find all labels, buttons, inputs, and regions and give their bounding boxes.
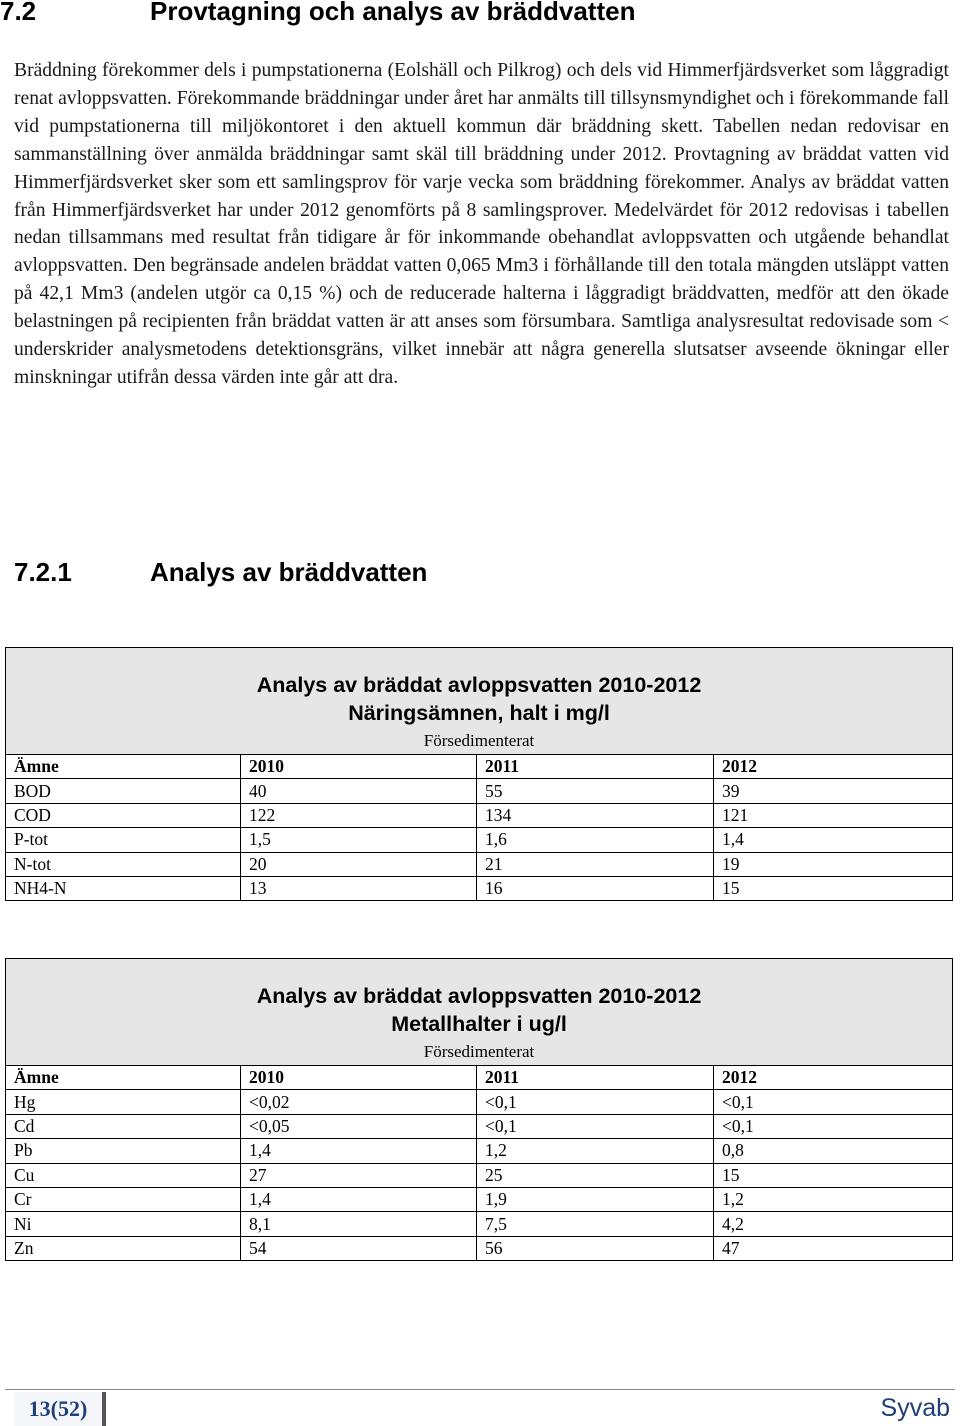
table-cell: Hg: [6, 1090, 241, 1114]
section-title: Provtagning och analys av bräddvatten: [150, 0, 636, 26]
table-row: [6, 1163, 953, 1187]
table-cell: 8,1: [241, 1212, 477, 1236]
metals-table: [5, 958, 953, 1261]
page-number: 13(52): [14, 1392, 106, 1426]
section-number: 7.2: [0, 0, 37, 26]
table-cell: <0,1: [714, 1090, 953, 1114]
footer-divider: [5, 1389, 955, 1390]
column-header-row: [6, 1066, 953, 1090]
table-cell: 25: [477, 1163, 714, 1187]
column-header: 2012: [714, 755, 953, 779]
table-cell: 1,9: [477, 1187, 714, 1211]
table-title-cell: [6, 648, 953, 755]
table-row: [6, 1090, 953, 1114]
column-header: 2012: [714, 1066, 953, 1090]
table-row: [6, 1114, 953, 1138]
table-cell: <0,1: [477, 1090, 714, 1114]
table-row: [6, 1236, 953, 1260]
table-row: [6, 1139, 953, 1163]
table-cell: Cr: [6, 1187, 241, 1211]
table-cell: Cu: [6, 1163, 241, 1187]
table-cell: 20: [241, 852, 477, 876]
table-cell: 39: [714, 779, 953, 803]
table-cell: 1,4: [714, 828, 953, 852]
table-cell: 1,2: [714, 1187, 953, 1211]
table-cell: 1,4: [241, 1139, 477, 1163]
table-cell: 134: [477, 803, 714, 827]
table-cell: 56: [477, 1236, 714, 1260]
table-cell: 21: [477, 852, 714, 876]
body-paragraph: Bräddning förekommer dels i pumpstationerna (Eolshäll och Pilkrog) och dels vid Himmerfjärdsverket som låggradigt renat avloppsvatten. Förekommande bräddningar under året har anmälts till tillsynsmyndighet och i förekommande fall vid pumpstationerna till miljökontoret i den aktuell kommun där bräddning skett. Tabellen nedan redovisar en sammanställning över anmälda bräddningar samt skäl till bräddning under 2012. Provtagning av bräddat vatten vid Himmerfjärdsverket sker som ett samlingsprov för varje vecka som bräddning förekommer. Analys av bräddat vatten från Himmerfjärdsverket har under 2012 genomförts på 8 samlingsprover. Medelvärdet för 2012 redovisas i tabellen nedan tillsammans med resultat från tidigare år för inkommande obehandlat avloppsvatten och utgående behandlat avloppsvatten. Den begränsade andelen bräddat vatten 0,065 Mm3 i förhållande till den totala mängden utsläppt vatten på 42,1 Mm3 (andelen utgör ca 0,15 %) och de reducerade halterna i låggradigt bräddvatten, medför att den ökade belastningen på recipienten från bräddat vatten är att anses som försumbara. Samtliga analysresultat redovisade som < underskrider analysmetodens detektionsgräns, vilket innebär att några generella slutsatser avseende ökningar eller minskningar utifrån dessa värden inte går att dra.: [14, 60, 949, 388]
table-header-row: [6, 959, 953, 1066]
table-cell: 0,8: [714, 1139, 953, 1163]
column-header: 2011: [477, 755, 714, 779]
table-cell: Pb: [6, 1139, 241, 1163]
nutrients-table: [5, 647, 953, 901]
table-cell: 47: [714, 1236, 953, 1260]
table-cell: 1,4: [241, 1187, 477, 1211]
subsection-heading: [14, 554, 427, 590]
table-cell: N-tot: [6, 852, 241, 876]
table-cell: P-tot: [6, 828, 241, 852]
table-cell: Zn: [6, 1236, 241, 1260]
table-cell: COD: [6, 803, 241, 827]
table-cell: 13: [241, 876, 477, 900]
table-cell: 1,2: [477, 1139, 714, 1163]
table-cell: 7,5: [477, 1212, 714, 1236]
column-header: 2010: [241, 755, 477, 779]
table-cell: 121: [714, 803, 953, 827]
table-cell: 54: [241, 1236, 477, 1260]
table-cell: 122: [241, 803, 477, 827]
column-header: 2011: [477, 1066, 714, 1090]
table-cell: 16: [477, 876, 714, 900]
table-cell: 4,2: [714, 1212, 953, 1236]
column-header-row: [6, 755, 953, 779]
table-cell: 1,6: [477, 828, 714, 852]
table-cell: <0,1: [477, 1114, 714, 1138]
table-row: [6, 803, 953, 827]
table-cell: 19: [714, 852, 953, 876]
table-subtitle: Metallhalter i ug/l: [391, 1012, 567, 1036]
table-header-row: [6, 648, 953, 755]
table-row: [6, 1187, 953, 1211]
table-row: [6, 828, 953, 852]
table-row: [6, 1212, 953, 1236]
table-note: Försedimenterat: [423, 1042, 535, 1061]
table-row: [6, 876, 953, 900]
section-heading: [0, 0, 635, 28]
company-name: Syvab: [880, 1394, 950, 1422]
table-row: [6, 779, 953, 803]
table-cell: <0,05: [241, 1114, 477, 1138]
column-header: 2010: [241, 1066, 477, 1090]
table-subtitle: Näringsämnen, halt i mg/l: [348, 701, 610, 725]
table-row: [6, 852, 953, 876]
subsection-number: 7.2.1: [14, 557, 72, 587]
table-title-cell: [6, 959, 953, 1066]
table-cell: NH4-N: [6, 876, 241, 900]
table-cell: Cd: [6, 1114, 241, 1138]
table-cell: <0,1: [714, 1114, 953, 1138]
table-title: Analys av bräddat avloppsvatten 2010-2012: [256, 673, 702, 697]
table-cell: BOD: [6, 779, 241, 803]
table-cell: Ni: [6, 1212, 241, 1236]
table-cell: <0,02: [241, 1090, 477, 1114]
subsection-title: Analys av bräddvatten: [150, 557, 428, 587]
table-cell: 15: [714, 876, 953, 900]
column-header: Ämne: [6, 1066, 241, 1090]
table-title: Analys av bräddat avloppsvatten 2010-2012: [256, 984, 702, 1008]
table-note: Försedimenterat: [423, 731, 535, 750]
table-cell: 40: [241, 779, 477, 803]
table-cell: 27: [241, 1163, 477, 1187]
column-header: Ämne: [6, 755, 241, 779]
table-cell: 15: [714, 1163, 953, 1187]
table-cell: 1,5: [241, 828, 477, 852]
table-cell: 55: [477, 779, 714, 803]
